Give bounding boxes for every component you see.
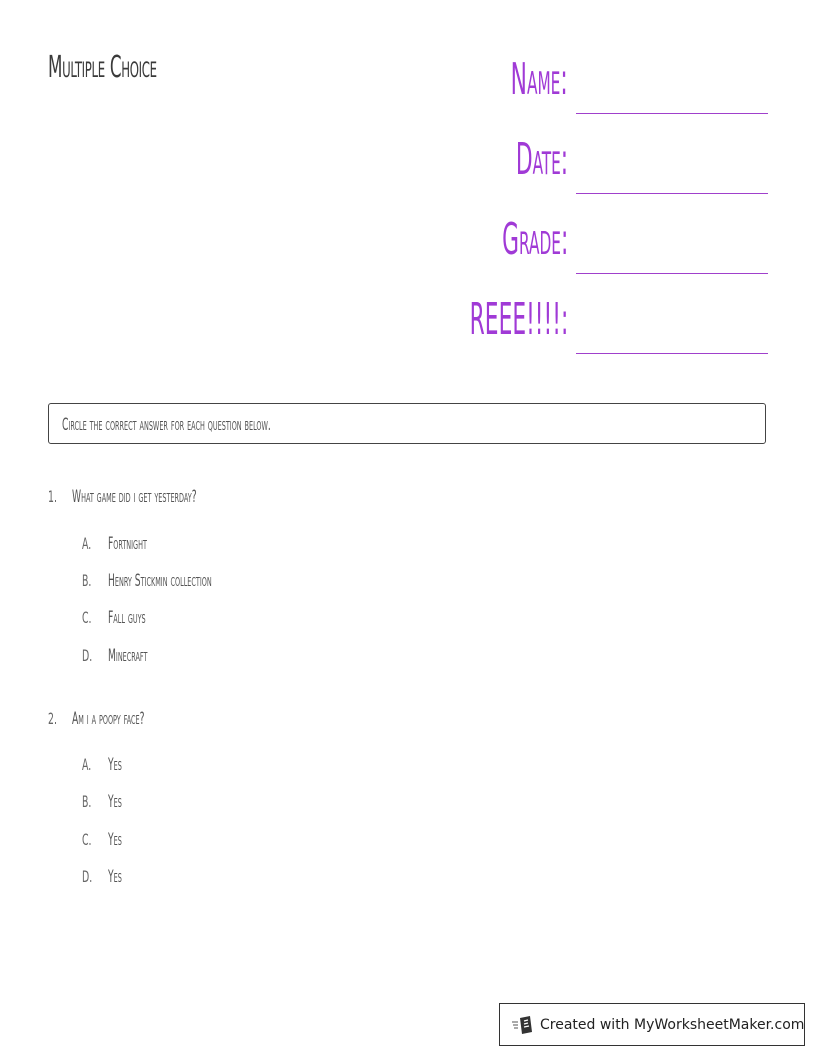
option-text: Fall guys [108, 608, 146, 628]
instructions-text: Circle the correct answer for each question below. [62, 415, 271, 435]
option-text: Henry Stickmin collection [108, 571, 212, 591]
reee-label: REEE!!!!: [469, 294, 568, 345]
option-letter: C. [82, 608, 92, 627]
name-label: Name: [510, 54, 568, 105]
reee-field [328, 290, 768, 350]
date-line[interactable] [576, 193, 768, 194]
question-text: Am i a poopy face? [72, 709, 145, 729]
option-letter: D. [82, 646, 93, 665]
name-line[interactable] [576, 113, 768, 114]
option-text: Fortnight [108, 534, 147, 554]
worksheet-title: Multiple Choice [48, 50, 157, 85]
date-label: Date: [515, 134, 568, 185]
question-number: 1. [48, 487, 57, 506]
option-letter: A. [82, 534, 92, 553]
option-text: Yes [108, 867, 122, 887]
option-text: Minecraft [108, 646, 148, 666]
grade-label: Grade: [501, 214, 568, 265]
footer-text: Created with MyWorksheetMaker.com [540, 1016, 805, 1033]
worksheet-logo-icon [512, 1015, 534, 1035]
option-letter: C. [82, 830, 92, 849]
option-letter: B. [82, 792, 92, 811]
option-letter: A. [82, 755, 92, 774]
question-text: What game did i get yesterday? [72, 487, 197, 507]
footer-badge[interactable] [499, 1003, 805, 1046]
option-letter: D. [82, 867, 93, 886]
question-number: 2. [48, 709, 57, 728]
option-text: Yes [108, 792, 122, 812]
option-text: Yes [108, 755, 122, 775]
instructions-box [48, 403, 766, 444]
grade-field [328, 210, 768, 270]
date-field [328, 130, 768, 190]
name-field [328, 50, 768, 110]
option-letter: B. [82, 571, 92, 590]
option-text: Yes [108, 830, 122, 850]
grade-line[interactable] [576, 273, 768, 274]
reee-line[interactable] [576, 353, 768, 354]
